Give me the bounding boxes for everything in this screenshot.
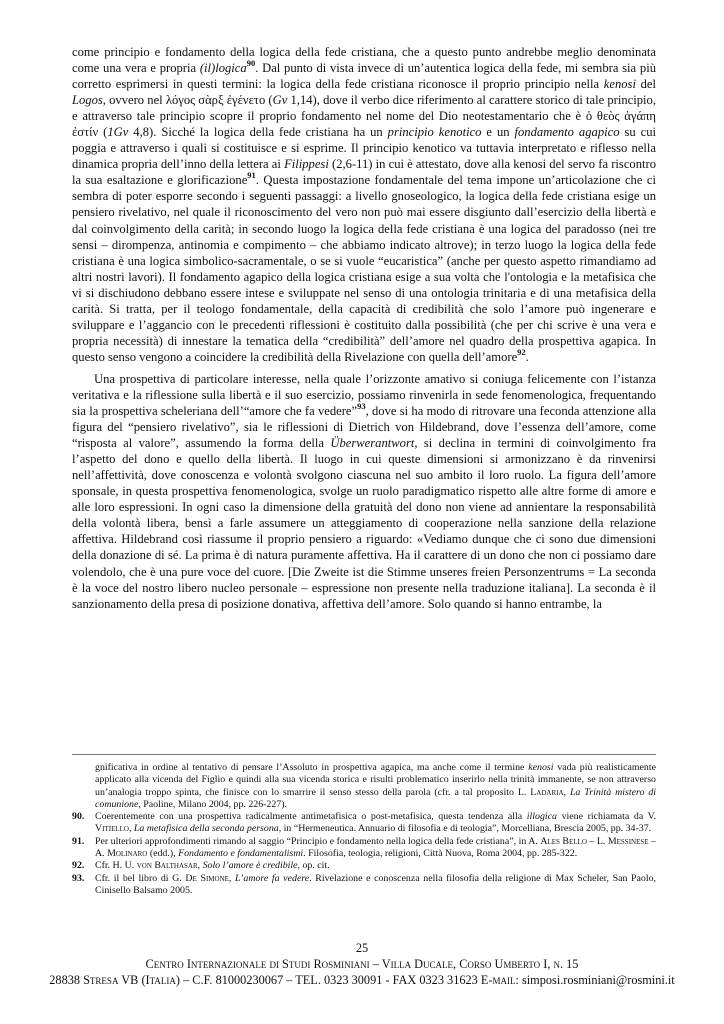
footnote-text: [95, 836, 656, 861]
book-title: L’amore fa vedere: [235, 872, 310, 884]
text: , Paoline, Milano 2004, pp. 226-227).: [138, 798, 288, 810]
footnote-text: [95, 860, 656, 872]
text: Una prospettiva di particolare interesse, nella quale l’orizzonte amativo si coniuga felicemente con l’istanza veritativa e la riflessione sulla libertà e il suo esercizio, possiamo rinvenirla in sede fenomenologica, frequentando sia la prospettiva scheleriana dell’“amore che fa vedere”: [72, 371, 656, 419]
text: , in “Hermeneutica. Annuario di filosofia e di teologia”, Morcelliana, Brescia 2005, pp. 34-37.: [278, 823, 652, 835]
author-name: Vitiello: [95, 823, 129, 835]
footnote-number: 90.: [72, 811, 85, 823]
paragraph-1: [72, 44, 656, 365]
footnote-text: [95, 811, 656, 836]
text: 1,14), dove il verbo dice riferimento al carattere storico di tale principio, e attraverso tale principio scopre il proprio fondamento nel nome del Dio neotestamentario che è ὁ θεὸς ἀγάπη ἐστίν (: [72, 93, 656, 140]
footer-address-line-1: Centro Internazionale di Studi Rosminiani – Villa Ducale, Corso Umberto I, n. 15: [145, 957, 579, 971]
italic-text: 1Gv: [107, 125, 129, 140]
book-title: La metafisica della seconda persona: [133, 823, 279, 835]
footnote-90: [72, 811, 656, 836]
italic-text: (il)logica: [199, 61, 247, 76]
text: , ovvero nel λόγος σὰρξ ἐγένετο (: [102, 93, 273, 108]
italic-text: fondamento agapico: [514, 125, 620, 140]
footnote-text: [95, 873, 656, 898]
footnote-text: [72, 762, 656, 811]
main-text: [72, 44, 656, 612]
footnote-number: 91.: [72, 835, 85, 847]
text: (edd.),: [147, 848, 179, 860]
text: ,: [128, 823, 134, 835]
footnote-91: [72, 836, 656, 861]
footer-email-link[interactable]: simposi.rosminiani@rosmini.it: [521, 973, 675, 987]
italic-text: Logos: [72, 93, 103, 108]
footnote-ref-93[interactable]: 93: [357, 401, 366, 412]
text: , dove si ha modo di ritrovare una feconda attenzione alla figura del “pensiero rivelativo”, sia le riflessioni di Dietrich von Hildebrand, dove l’essenza dell’amore, come “risposta al valore”, assumendo la forma della: [72, 404, 656, 451]
text: e un: [481, 125, 515, 140]
italic-text: Überwerantwort: [330, 436, 415, 451]
author-name: Ales Bello: [540, 835, 587, 847]
paragraph-2: [72, 371, 656, 612]
footer-address-line-2: [0, 972, 724, 988]
text: 4,8). Sicché la logica della fede cristiana ha un: [128, 125, 388, 140]
footnote-ref-91[interactable]: 91: [247, 170, 256, 181]
text: Cfr. H. U.: [95, 860, 137, 872]
text: . Questa impostazione fondamentale del tema impone un’articolazione che ci sembra di poter esporre secondo i seguenti passaggi: a livello gnoseologico, la logica della fede cristiana esige un pensiero rivelativo, nel quale il riconoscimento del vero non può mai essere disgiunto dall’esercizio della libertà e dal coinvolgimento della carità; in secondo luogo la logica della fede cristiana è una logica del paradosso (nei tre sensi – dirompenza, antinomia e compimento – che abbiamo indicato altrove); in terzo luogo la logica della fede cristiana è una logica simbolico-sacramentale, o se si vuole “eucaristica” (anche per questo aspetto rimandiamo ad altri nostri lavori). Il fondamento agapico della logica cristiana esige a sua volta che l'ontologia e la metafisica che vi si dischiudono debbano essere intese e sviluppate nel senso di una ontologia trinitaria e di una metafisica della carità. Si tratta, per il teologo fondamentale, della capacità di credibilità che solo l’amore può ingenerare e sviluppare e l’aggancio con le precedenti riflessioni è costituito dalla possibilità (che per chi scrive è una vera e propria necessità) di innestare la tematica della “credibilità” dell’amore nel quadro della prospettiva agapica. In questo senso vengono a coincidere la credibilità della Rivelazione con quella dell’amore: [72, 173, 657, 364]
text: Cfr. il bel libro di G.: [95, 872, 186, 884]
text: gnificativa in ordine al tentativo di pensare l’Assoluto in prospettiva agapica, ma anche come il termine: [95, 762, 529, 773]
text: .: [525, 349, 529, 364]
page-number: 25: [355, 941, 369, 955]
footnote-continuation: [72, 762, 656, 811]
author-name: Messinese: [607, 835, 649, 847]
italic-text: kenosi: [603, 77, 636, 92]
text: – A.: [95, 835, 656, 860]
text: viene richiamata da V.: [556, 811, 656, 823]
text: , op. cit.: [297, 860, 330, 872]
text: ,: [228, 872, 235, 884]
italic-text: Gv: [272, 93, 288, 108]
text: Coerentemente con una prospettiva radicalmente antimetafisica o post-metafisica, questa tendenza alla: [95, 811, 527, 823]
footnote-number: 93.: [72, 872, 85, 884]
text: . Rivelazione e conoscenza nella filosofia della religione di Max Scheler, San Paolo, Cinisello Balsamo 2005.: [95, 872, 656, 896]
text: ,: [197, 860, 203, 872]
book-title: La Trinità mistero di comunione: [95, 786, 657, 810]
text: come principio e fondamento della logica della fede cristiana, che a questo punto andrebbe meglio denominata come una vera e propria: [72, 45, 656, 76]
footnote-separator: [72, 754, 656, 755]
book-title: Solo l’amore è credibile: [202, 860, 298, 872]
author-name: De Simone: [185, 872, 229, 884]
text: vada più realisticamente applicato alla vicenda del Figlio e quindi alla sua vicenda storica e risulti problematico inserirlo nella trinità immanente, se non attraverso un’analogia troppo spinta, che finisce con lo smarrire il senso stesso della parola (cfr. a tal proposito L.: [95, 762, 656, 798]
text: – L.: [586, 835, 608, 847]
author-name: Molinaro: [107, 848, 148, 860]
author-name: Ladaria: [530, 786, 564, 798]
text: ,: [563, 786, 570, 798]
text: del: [635, 77, 656, 92]
text: , si declina in termini di coinvolgimento fra l’aspetto del dono e quello della libertà. Il luogo in cui queste dimensioni si armonizzano è da rinvenirsi nell’affettività, dove conoscenza e volontà svolgono ciascuna nel suo ambito il loro ruolo. La figura dell’amore sponsale, in questa prospettiva fenomenologica, svolge un ruolo paradigmatico rispetto alle altre forme di amore e alle loro espressioni. In ogni caso la dimensione della gratuità del dono non viene ad annientare la responsabilità della volontà libera, bensì a farle assumere un atteggiamento di cooperazione nella sanzione della relazione affettiva. Hildebrand così riassume il proprio pensiero a riguardo: «Vediamo dunque che ci sono due dimensioni della donazione di sé. La prima è di natura puramente affettiva. Ha il carattere di un dono che non ci possiamo dare volendolo, che è una pure voce del cuore. [Die Zweite ist die Stimme unseres freien Personzentrums = La seconda è la voce del nostro libero nucleo personale – espressione non presente nella traduzione italiana]. La seconda è il sanzionamento della presa di posizione donativa, affettiva dell’amore. Solo quando si hanno entrambe, la: [72, 436, 656, 611]
text: . Dal punto di vista invece di un’autentica logica della fede, mi sembra sia più corretto esprimersi in questi termini: la logica della fede cristiana riconosce il proprio principio nella: [72, 61, 656, 92]
footnote-ref-90[interactable]: 90: [246, 58, 256, 69]
italic-text: principio kenotico: [387, 125, 482, 140]
footnote-ref-92[interactable]: 92: [517, 346, 526, 357]
footnote-number: 92.: [72, 860, 85, 872]
book-title: Fondamento e fondamentalismi: [178, 848, 304, 860]
italic-text: Filippesi: [284, 157, 329, 172]
footnote-93: [72, 873, 656, 898]
text: . Filosofia, teologia, religioni, Città Nuova, Roma 2004, pp. 285-322.: [303, 848, 578, 860]
footer-contact: 28838 Stresa VB (Italia) – C.F. 81000230067 – TEL. 0323 30091 - FAX 0323 31623 E-mail:: [49, 973, 522, 987]
text: su cui poggia e attraverso i quali si costituisce e si esprime. Il principio kenotico va tuttavia interpretato e riflesso nella dinamica propria dell’inno della lettera ai: [72, 125, 657, 172]
text: Per ulteriori approfondimenti rimando al saggio “Principio e fondamento nella logica della fede cristiana”, in A.: [95, 835, 541, 847]
author-name: von Balthasar: [136, 860, 198, 872]
footnote-92: [72, 860, 656, 872]
italic-text: illogica: [526, 811, 557, 823]
footnotes: [72, 762, 656, 897]
italic-text: kenosi: [528, 762, 554, 773]
text: (2,6-11) in cui è attestato, dove alla kenosi del servo fa riscontro la sua esaltazione e glorificazione: [72, 157, 657, 188]
